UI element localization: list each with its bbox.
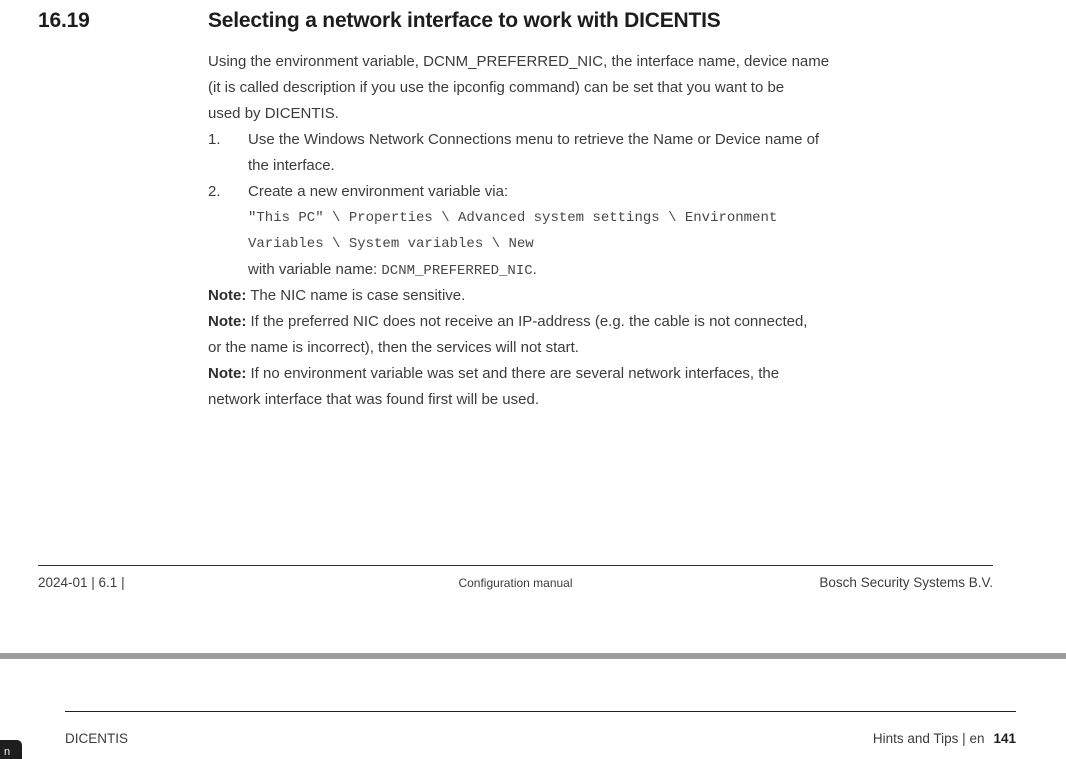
note-label: Note: xyxy=(208,365,247,382)
footer-rule xyxy=(65,711,1016,712)
footer-bottom xyxy=(65,729,1016,749)
footer-chapter: Hints and Tips | en 141 xyxy=(872,731,1016,746)
status-tooltip: n xyxy=(0,740,22,759)
code-line: "This PC" \ Properties \ Advanced system settings \ Environment xyxy=(248,210,778,226)
footer-product: DICENTIS xyxy=(65,731,129,746)
footer-company: Bosch Security Systems B.V. xyxy=(819,575,993,590)
list-item xyxy=(208,179,998,283)
note-continuation: or the name is incorrect), then the services will not start. xyxy=(208,339,579,356)
list-item-text: Use the Windows Network Connections menu to retrieve the Name or Device name of xyxy=(248,131,820,148)
intro-line: (it is called description if you use the ipconfig command) can be set that you want to be xyxy=(208,79,785,96)
note-label: Note: xyxy=(208,287,247,304)
page-number: 141 xyxy=(993,731,1016,746)
list-item-text: the interface. xyxy=(248,157,335,174)
note-continuation: network interface that was found first will be used. xyxy=(208,391,539,408)
list-item-text: Create a new environment variable via: xyxy=(248,183,509,200)
footer-doc-type: Configuration manual xyxy=(458,576,573,590)
intro-paragraph xyxy=(208,49,998,127)
intro-line: Using the environment variable, DCNM_PREFERRED_NIC, the interface name, device name xyxy=(208,53,830,70)
section-heading xyxy=(38,9,721,33)
section-number: 16.19 xyxy=(38,9,90,32)
list-item xyxy=(208,127,998,179)
list-item-number: 2. xyxy=(208,183,221,200)
footer-rule xyxy=(38,565,993,566)
intro-line: used by DICENTIS. xyxy=(208,105,339,122)
body-content xyxy=(208,49,998,413)
note: Note: If the preferred NIC does not receive an IP-address (e.g. the cable is not connected, xyxy=(208,313,808,330)
note: Note: The NIC name is case sensitive. xyxy=(208,287,466,304)
footer-revision: 2024-01 | 6.1 | xyxy=(38,575,125,590)
inline-code: DCNM_PREFERRED_NIC xyxy=(381,263,533,279)
note: Note: If no environment variable was set and there are several network interfaces, the xyxy=(208,365,780,382)
list-item-number: 1. xyxy=(208,131,221,148)
ordered-list xyxy=(208,127,998,283)
note-label: Note: xyxy=(208,313,247,330)
notes-section xyxy=(208,283,998,413)
variable-name-line: with variable name: DCNM_PREFERRED_NIC. xyxy=(248,261,537,279)
code-line: Variables \ System variables \ New xyxy=(248,236,534,252)
separator-bar xyxy=(0,653,1066,659)
footer-top xyxy=(38,572,993,594)
page-title: Selecting a network interface to work with DICENTIS xyxy=(208,9,721,32)
